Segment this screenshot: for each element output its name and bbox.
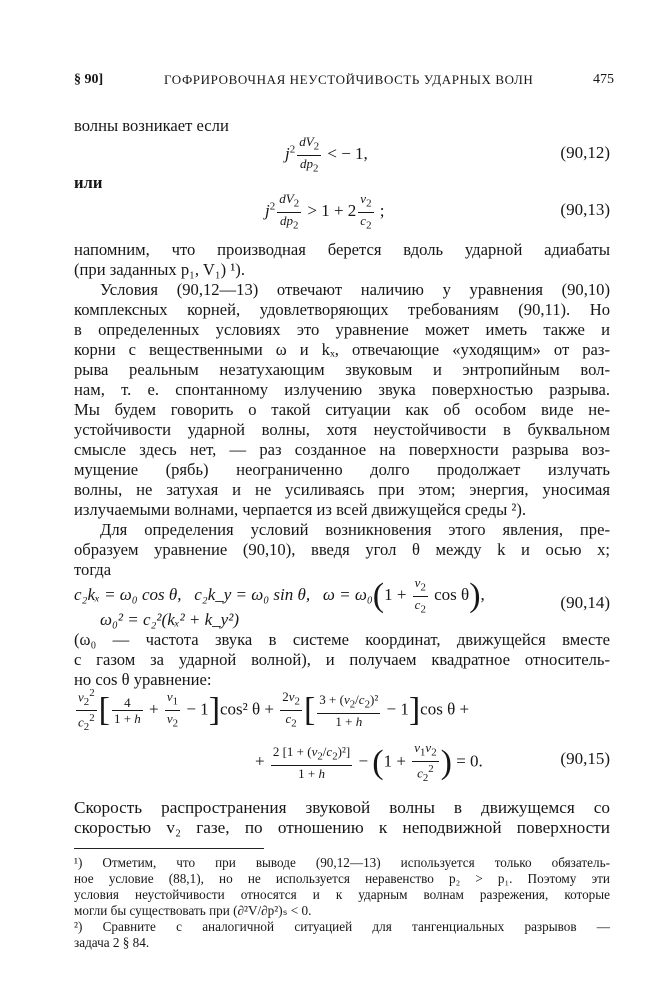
text-line: Скорость распространения звуковой волны в движущемся со [74, 798, 610, 817]
page-number: 475 [593, 72, 614, 87]
equation-number: (90,14) [560, 593, 610, 612]
text-line: тогда [74, 560, 112, 579]
text-line: но cos θ уравнение: [74, 670, 212, 689]
equation-90-13: $j^2$ $\frac{dV_2}{dp_2}$ > 1 + 2 $\frac{v_2}{c_2}$ ; [265, 191, 385, 232]
text-line: в определенных условиях это уравнение может иметь также и [74, 320, 610, 339]
equation-90-15-line2: + $\frac{2 [1 + (v_2/c_2)^2]}{1 + h}$ − (1 + $\frac{v_1v_2}{c_2^2}$ ) = 0. [255, 740, 483, 784]
eq-part: ω = ω₀ [322, 585, 373, 604]
eq-rhs: < − 1, [327, 144, 368, 163]
text-line: с газом за ударной волной), и получаем квадратное относитель- [74, 650, 610, 669]
footnote-line: ное условие (88,1), но не используется неравенство p₂ > p₁. Поэтому эти [74, 871, 610, 886]
text-line: излучаемыми волнами, черпается из всей движущейся среды ²). [74, 500, 527, 519]
text-line: Условия (90,12—13) отвечают наличию у уравнения (90,10) [100, 280, 610, 299]
text-line: нам, т. е. спонтанному излучению звука поверхностью разрыва. [74, 380, 610, 399]
eq-rhs: > 1 + 2 [307, 201, 357, 220]
footnote-line: могли бы существовать при (∂²V/∂p²)ₛ < 0. [74, 903, 312, 918]
text-line: Мы будем говорить о такой ситуации как об особом виде не- [74, 400, 610, 419]
eq-part: ω₀² = c₂²(kₓ² + k_y²) [100, 610, 239, 629]
running-header [74, 72, 614, 92]
text-line: волны, не затухая и не усиливаясь при этом; энергия, уносимая [74, 480, 610, 499]
equation-90-14-line1: c₂kₓ = ω₀ cos θ, c₂k_y = ω₀ sin θ, ω = ω₀(1 + $\frac{v_2}{c_2}$ cos θ), [74, 575, 485, 616]
text-line: (ω₀ — частота звука в системе координат, движущейся вместе [74, 630, 610, 649]
equation-90-15-line1: $\frac{v_2^2}{c_2^2}$ [ $\frac{4}{1 + h}$ + $\frac{v_1}{v_2}$ − 1]cos² θ + $\frac{2v_2}{c_2}$ [ $\frac{3 + (v_2/c_2)^2}{1 + h}$ − 1]cos θ + [78, 687, 470, 733]
text-line: образуем уравнение (90,10), введя угол θ между k и осью x; [74, 540, 610, 559]
text-line: комплексных корней, удовлетворяющих требованиям (90,11). Но [74, 300, 610, 319]
text-line: устойчивости ударной волны, хотя неустойчивости в буквальном [74, 420, 610, 439]
text-line: напомним, что производная берется вдоль ударной адиабаты [74, 240, 610, 259]
text-line: мущение (рябь) неограниченно долго продолжает излучать [74, 460, 610, 479]
text-line: скоростью v₂ газе, по отношению к неподвижной поверхности [74, 818, 610, 837]
equation-90-14-line2 [100, 610, 239, 630]
text-line: или [74, 173, 103, 192]
equation-number: (90,12) [560, 143, 610, 162]
footnote-line: условия неустойчивости относятся и к ударным волнам разрежения, которые [74, 887, 610, 902]
text-line: рыва реальным незатухающим звуковым и энтропийным вол- [74, 360, 610, 379]
footnote-divider [74, 848, 264, 849]
footnote-line: ¹) Отметим, что при выводе (90,12—13) используется только обязатель- [74, 855, 610, 870]
text-line: волны возникает если [74, 116, 229, 135]
eq-part: c₂kₓ = ω₀ cos θ, [74, 585, 182, 604]
footnote-line: ²) Сравните с аналогичной ситуацией для тангенциальных разрывов — [74, 919, 610, 934]
section-number: § 90] [74, 72, 104, 87]
equation-number: (90,15) [560, 749, 610, 768]
text-line: (при заданных p₁, V₁) ¹). [74, 260, 245, 279]
header-title: ГОФРИРОВОЧНАЯ НЕУСТОЙЧИВОСТЬ УДАРНЫХ ВОЛН [164, 72, 534, 87]
text-line: корни с вещественными ω и kₓ, отвечающие «уходящим» от раз- [74, 340, 610, 359]
text-line: Для определения условий возникновения этого явления, пре- [100, 520, 610, 539]
equation-number: (90,13) [560, 200, 610, 219]
text-line: смысле здесь нет, — раз созданное на поверхности разрыва воз- [74, 440, 610, 459]
eq-part: c₂k_y = ω₀ sin θ, [194, 585, 311, 604]
equation-90-12: $j^2$ $\frac{dV_2}{dp_2}$ < − 1, [285, 134, 368, 175]
footnote-line: задача 2 § 84. [74, 935, 150, 950]
